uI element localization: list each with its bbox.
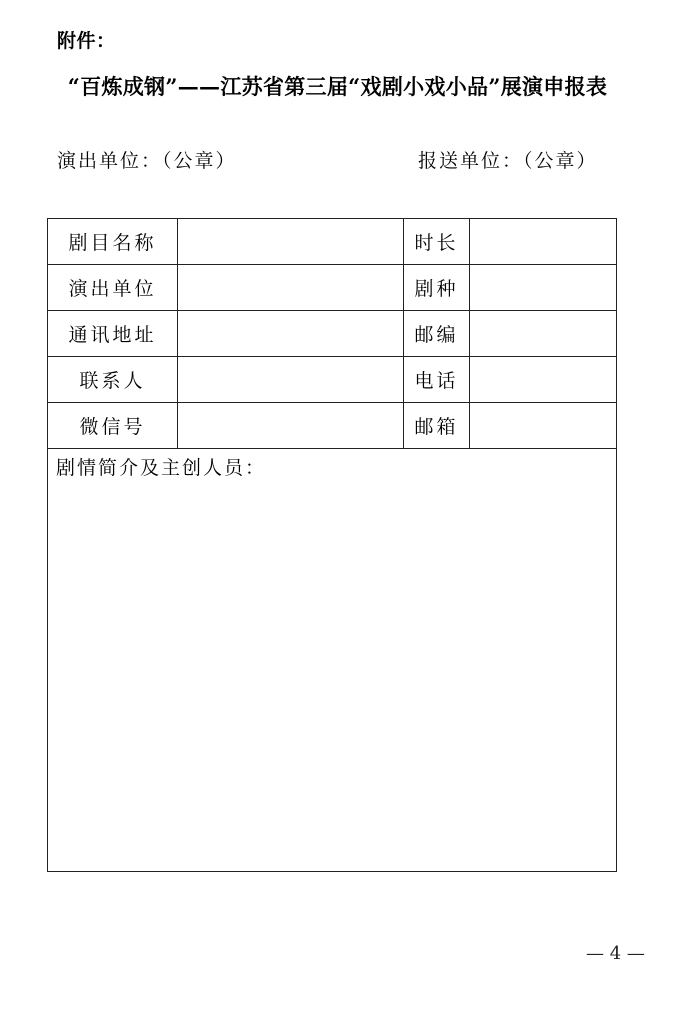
phone-field[interactable] [470, 357, 617, 403]
plot-summary-field[interactable] [48, 449, 617, 872]
form-row-performing-unit [48, 265, 617, 311]
play-title-field[interactable] [178, 219, 404, 265]
opera-genre-label: 剧种 [404, 265, 470, 311]
form-row-wechat [48, 403, 617, 449]
page-number: — 4 — [586, 943, 645, 964]
email-field[interactable] [470, 403, 617, 449]
play-title-label: 剧目名称 [48, 219, 178, 265]
opera-genre-field[interactable] [470, 265, 617, 311]
form-row-contact [48, 357, 617, 403]
attachment-label: 附件： [57, 30, 116, 52]
mailing-address-field[interactable] [178, 311, 404, 357]
wechat-id-label: 微信号 [48, 403, 178, 449]
form-row-play-title [48, 219, 617, 265]
plot-summary-label: 剧情简介及主创人员： [56, 457, 267, 479]
performing-unit-label: 演出单位 [48, 265, 178, 311]
contact-person-label: 联系人 [48, 357, 178, 403]
form-row-address [48, 311, 617, 357]
application-form-table [47, 218, 617, 872]
submitting-unit-seal-label: 报送单位：（公章） [418, 150, 598, 172]
duration-label: 时长 [404, 219, 470, 265]
postcode-field[interactable] [470, 311, 617, 357]
wechat-id-field[interactable] [178, 403, 404, 449]
form-row-summary [48, 449, 617, 872]
performing-unit-seal-label: 演出单位：（公章） [57, 150, 237, 172]
mailing-address-label: 通讯地址 [48, 311, 178, 357]
phone-label: 电话 [404, 357, 470, 403]
postcode-label: 邮编 [404, 311, 470, 357]
contact-person-field[interactable] [178, 357, 404, 403]
document-title: “百炼成钢”——江苏省第三届“戏剧小戏小品”展演申报表 [67, 74, 608, 99]
duration-field[interactable] [470, 219, 617, 265]
performing-unit-field[interactable] [178, 265, 404, 311]
email-label: 邮箱 [404, 403, 470, 449]
